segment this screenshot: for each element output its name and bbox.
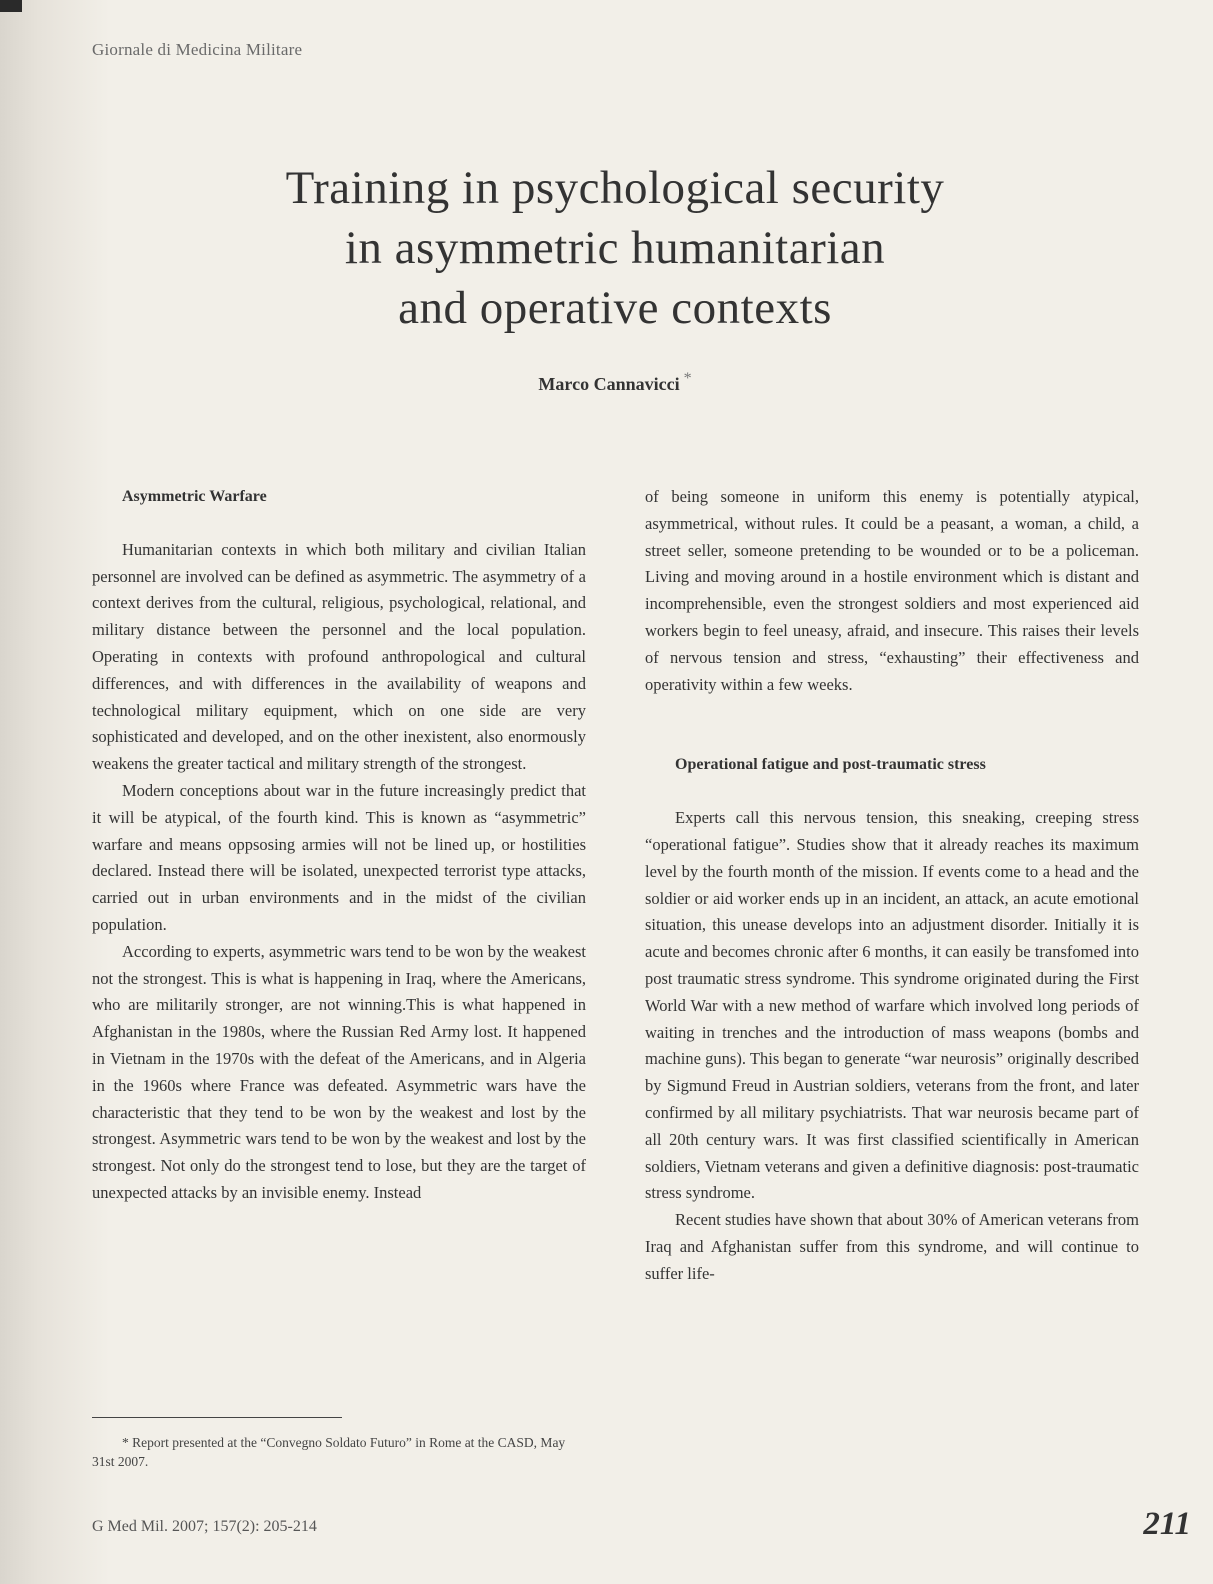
title-line: and operative contexts [398, 282, 832, 334]
body-paragraph: Experts call this nervous tension, this sneaking, creeping stress “operational fatigue”. Studies show that it already reaches its maximum level by the fourth month of the mission. If events come to a head and the soldier or aid worker ends up in an incident, an attack, an acute emotional situation, this unease develops into an adjustment disorder. Initially it is acute and becomes chronic after 6 months, it can easily be transfomed into post traumatic stress syndrome. This syndrome originated during the First World War with a new method of warfare which involved long periods of waiting in trenches and the introduction of mass weapons (bombs and machine guns). This began to generate “war neurosis” originally described by Sigmund Freud in Austrian soldiers, veterans from the front, and later confirmed by all military psychiatrists. That war neurosis became part of all 20th century wars. It was first classified scientifically in American soldiers, Vietnam veterans and given a definitive diagnosis: post-traumatic stress syndrome. [645, 808, 1139, 1203]
article-title [0, 158, 1213, 338]
body-paragraph: Modern conceptions about war in the future increasingly predict that it will be atypical, of the fourth kind. This is known as “asymmetric” warfare and means oppsosing armies will not be lined up, or hostilities declared. Instead there will be isolated, unexpected terrorist type attacks, carried out in urban environments and in the midst of the civilian population. [92, 780, 586, 934]
footnote-divider [92, 1417, 342, 1418]
journal-citation: G Med Mil. 2007; 157(2): 205-214 [92, 1518, 317, 1535]
title-line: in asymmetric humanitarian [344, 222, 886, 274]
author-name: Marco Cannavicci [538, 374, 680, 394]
footnote: * Report presented at the “Convegno Soldato Futuro” in Rome at the CASD, May 31st 2007. [92, 1435, 566, 1469]
body-paragraph: Humanitarian contexts in which both military and civilian Italian personnel are involved can be defined as asymmetric. The asymmetry of a context derives from the cultural, religious, psychological, relational, and military distance between the personnel and the local population. Operating in contexts with profound anthropological and cultural differences, and with differences in the availability of weapons and technological military equipment, which on one side are very sophisticated and developed, and on the other inexistent, also enormously weakens the greater tactical and military strength of the strongest. [92, 539, 586, 774]
body-paragraph-continued: of being someone in uniform this enemy is potentially atypical, asymmetrical, without rules. It could be a peasant, a woman, a child, a street seller, someone pretending to be wounded or to be a policeman. Living and moving around in a hostile environment which is distant and incomprehensible, even the strongest soldiers and most experienced aid workers begin to feel uneasy, afraid, and insecure. This raises their levels of nervous tension and stress, “exhausting” their effectiveness and operativity within a few weeks. [645, 487, 1139, 694]
page-corner-mark [0, 0, 22, 12]
author-byline [0, 370, 1213, 395]
running-head: Giornale di Medicina Militare [92, 40, 303, 59]
body-paragraph: Recent studies have shown that about 30% of American veterans from Iraq and Afghanistan suffer from this syndrome, and will continue to suffer life- [645, 1210, 1139, 1283]
right-column [645, 484, 1139, 1288]
section-heading-asymmetric-warfare: Asymmetric Warfare [122, 488, 267, 505]
left-column [92, 484, 586, 1207]
body-paragraph: According to experts, asymmetric wars tend to be won by the weakest not the strongest. This is what is happening in Iraq, where the Americans, who are militarily stronger, are not winning.This is what happened in Afghanistan in the 1980s, where the Russian Red Army lost. It happened in Vietnam in the 1970s with the defeat of the Americans, and in Algeria in the 1960s where France was defeated. Asymmetric wars have the characteristic that they tend to be won by the weakest and lost by the strongest. Asymmetric wars tend to be won by the weakest and lost by the strongest. Not only do the strongest tend to lose, but they are the target of unexpected attacks by an invisible enemy. Instead [92, 941, 586, 1202]
section-heading-operational-fatigue: Operational fatigue and post-traumatic stress [675, 756, 986, 774]
title-line: Training in psychological security [285, 162, 945, 214]
author-footnote-mark: * [683, 370, 692, 387]
page-number: 211 [1143, 1506, 1191, 1542]
